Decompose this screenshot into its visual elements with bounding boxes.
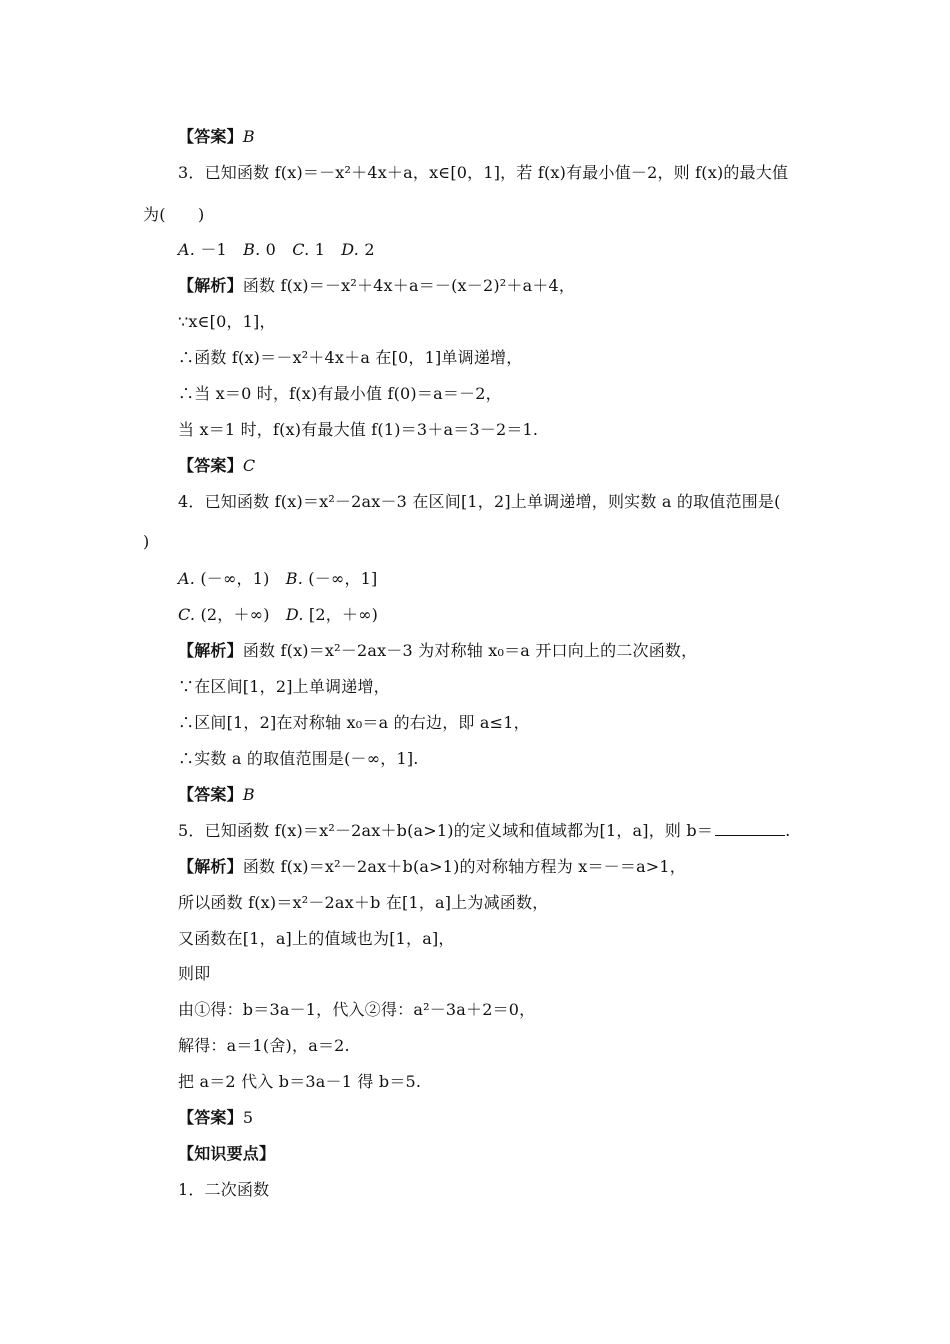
option-c-value: 1 — [309, 240, 342, 259]
question-3-text-cont: 为( ) — [143, 205, 205, 224]
solution-line: ∴区间[1，2]在对称轴 x₀＝a 的右边，即 a≤1， — [178, 713, 530, 732]
option-a-letter: A. — [178, 569, 196, 588]
solution-text: 函数 f(x)＝x²－2ax－3 为对称轴 x₀＝a 开口向上的二次函数， — [242, 641, 698, 660]
option-b-value: (－∞，1] — [302, 569, 378, 588]
question-5-end: . — [785, 821, 791, 840]
solution-tag: 【解析】 — [178, 276, 243, 295]
solution-text: 函数 f(x)＝－x²＋4x＋a＝－(x－2)²＋a＋4， — [242, 276, 576, 295]
question-3-options — [178, 240, 375, 260]
question-4-options-row-2 — [178, 605, 378, 625]
answer-value: B — [242, 127, 255, 146]
solution-line: ∵在区间[1，2]上单调递增， — [178, 677, 390, 696]
option-a-value: －1 — [195, 240, 244, 259]
question-4-text: 4．已知函数 f(x)＝x²－2ax－3 在区间[1，2]上单调递增，则实数 a 的取值范围是( — [178, 492, 781, 511]
question-5-body: 5．已知函数 f(x)＝x²－2ax＋b(a>1)的定义域和值域都为[1，a]，则 b＝ — [178, 821, 714, 840]
question-3-text: 3．已知函数 f(x)＝－x²＋4x＋a，x∈[0，1]，若 f(x)有最小值－2，则 f(x)的最大值 — [178, 163, 789, 182]
solution-line: ∴实数 a 的取值范围是(－∞，1]. — [178, 749, 419, 768]
option-c-letter: C. — [292, 240, 310, 259]
answer-line — [178, 127, 255, 147]
option-d-value: [2，＋∞) — [303, 605, 379, 624]
solution-tag: 【解析】 — [178, 641, 243, 660]
answer-tag: 【答案】 — [178, 785, 243, 804]
option-d-letter: D. — [341, 240, 360, 259]
option-d-value: 2 — [359, 240, 375, 259]
solution-line: 又函数在[1，a]上的值域也为[1，a]， — [178, 929, 455, 948]
solution-line — [178, 276, 575, 296]
solution-line: ∵x∈[0，1]， — [178, 312, 276, 331]
question-4-text-cont: ) — [143, 532, 150, 551]
option-b-letter: B. — [285, 569, 303, 588]
solution-line: 所以函数 f(x)＝x²－2ax＋b 在[1，a]上为减函数， — [178, 893, 549, 912]
option-c-letter: C. — [178, 605, 196, 624]
section-subheading: 1．二次函数 — [178, 1180, 270, 1199]
answer-tag: 【答案】 — [178, 127, 243, 146]
answer-blank — [715, 821, 785, 836]
answer-line — [178, 785, 255, 805]
solution-text: 函数 f(x)＝x²－2ax＋b(a>1)的对称轴方程为 x＝－＝a>1， — [242, 857, 686, 876]
answer-value: B — [242, 785, 255, 804]
answer-tag: 【答案】 — [178, 456, 243, 475]
question-4-options-row-1 — [178, 569, 377, 589]
option-c-value: (2，＋∞) — [195, 605, 286, 624]
answer-line — [178, 1108, 253, 1128]
solution-line: 当 x＝1 时，f(x)有最大值 f(1)＝3＋a＝3－2＝1. — [178, 420, 539, 439]
option-a-letter: A. — [178, 240, 196, 259]
answer-tag: 【答案】 — [178, 1108, 243, 1127]
section-heading: 【知识要点】 — [178, 1144, 276, 1163]
solution-line — [178, 641, 697, 661]
solution-line: 把 a＝2 代入 b＝3a－1 得 b＝5. — [178, 1072, 422, 1091]
solution-tag: 【解析】 — [178, 857, 243, 876]
solution-line: ∴函数 f(x)＝－x²＋4x＋a 在[0，1]单调递增， — [178, 348, 523, 367]
solution-line: 则即 — [178, 964, 211, 983]
answer-value: C — [242, 456, 256, 475]
option-d-letter: D. — [285, 605, 304, 624]
answer-line — [178, 456, 255, 476]
question-5-text — [178, 821, 790, 841]
solution-line: 解得：a＝1(舍)，a＝2. — [178, 1036, 350, 1055]
option-b-value: 0 — [260, 240, 293, 259]
solution-line — [178, 857, 686, 877]
answer-value: 5 — [242, 1108, 254, 1127]
solution-line: ∴当 x＝0 时，f(x)有最小值 f(0)＝a＝－2， — [178, 384, 502, 403]
option-a-value: (－∞，1) — [195, 569, 286, 588]
option-b-letter: B. — [243, 240, 261, 259]
solution-line: 由①得：b＝3a－1，代入②得：a²－3a＋2＝0， — [178, 1000, 536, 1019]
